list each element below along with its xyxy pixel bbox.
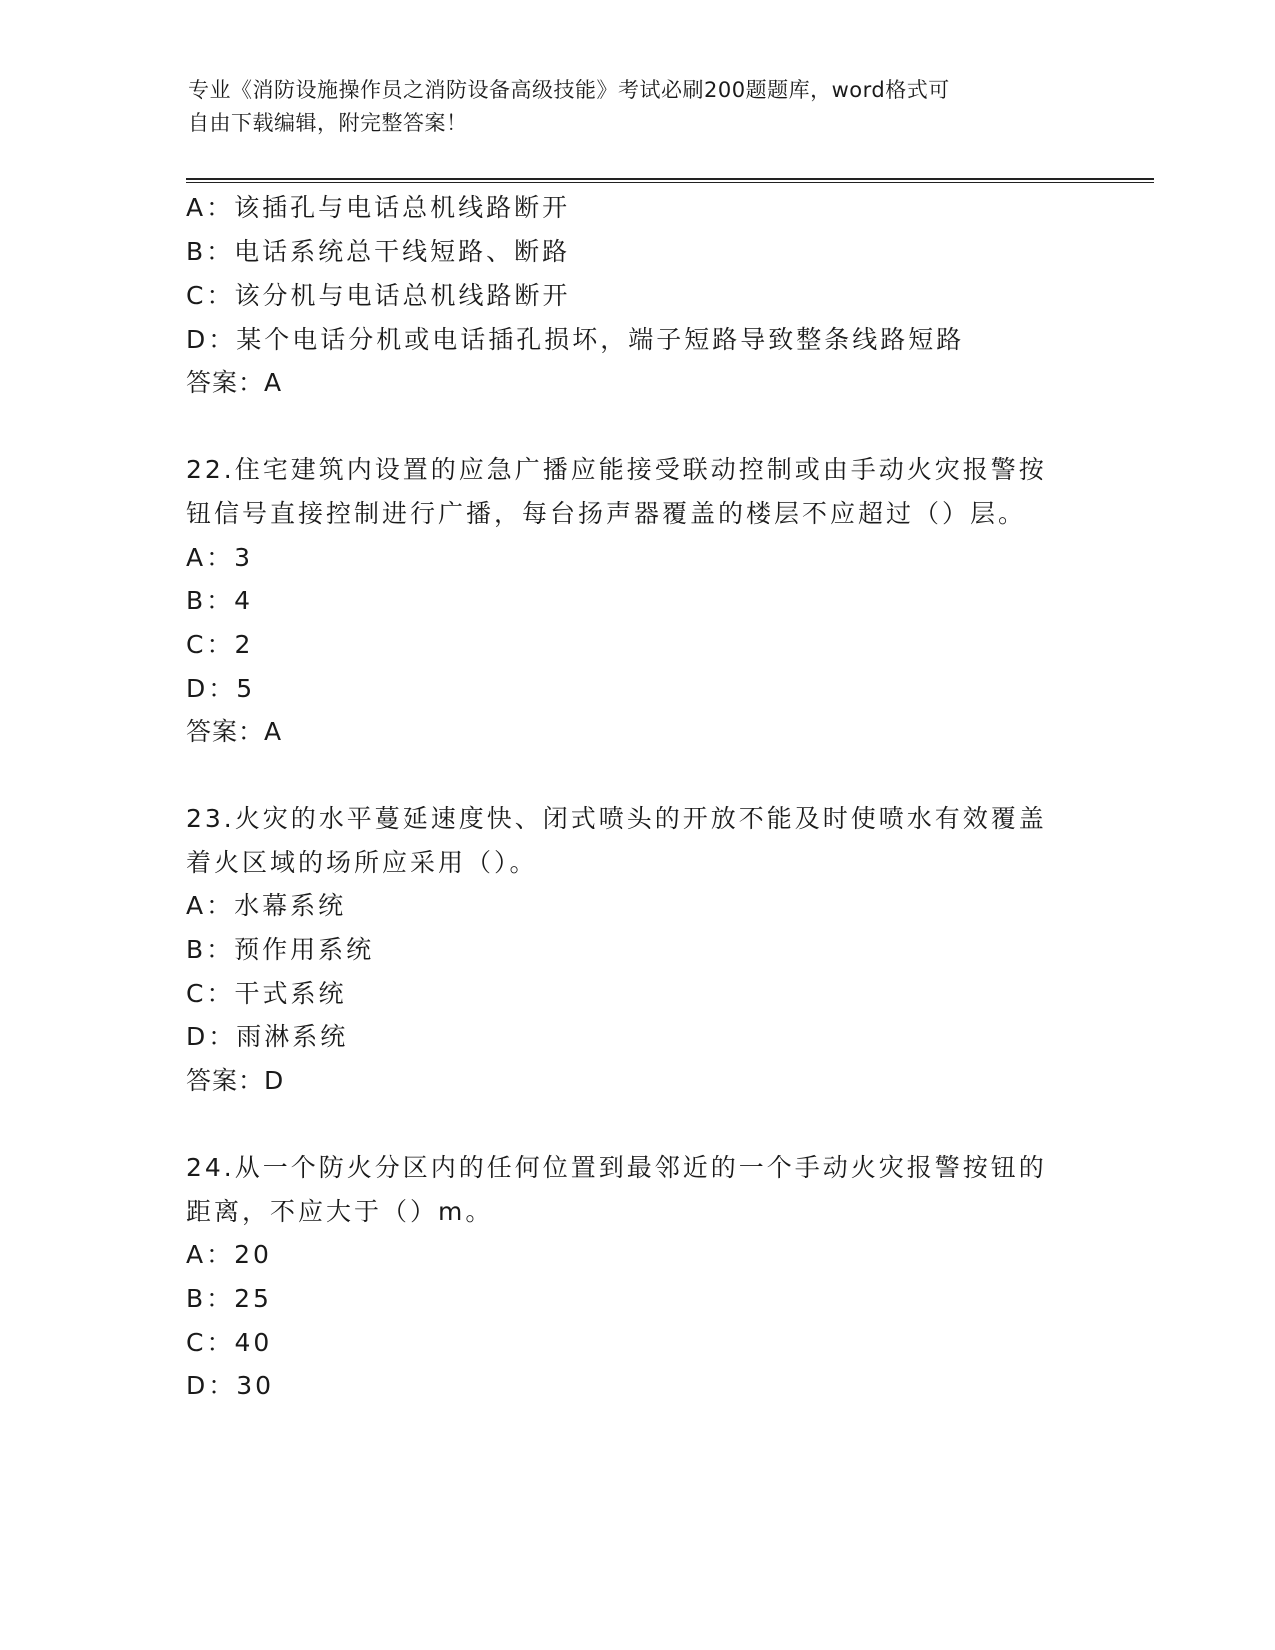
q23-option-d: D：雨淋系统 — [186, 1022, 349, 1051]
header-line-1: 专业《消防设施操作员之消防设备高级技能》考试必刷200题题库，word格式可 — [188, 78, 950, 102]
q24-stem-line-1: 24.从一个防火分区内的任何位置到最邻近的一个手动火灾报警按钮的 — [186, 1153, 1047, 1182]
q21-option-a: A：该插孔与电话总机线路断开 — [186, 193, 571, 222]
q23-option-b: B：预作用系统 — [186, 935, 375, 964]
q21-answer: 答案：A — [186, 368, 283, 397]
q24-option-b: B：25 — [186, 1284, 272, 1313]
q22-stem-line-2: 钮信号直接控制进行广播，每台扬声器覆盖的楼层不应超过（）层。 — [186, 499, 1027, 528]
q23-option-a: A：水幕系统 — [186, 891, 347, 920]
q22-stem-line-1: 22.住宅建筑内设置的应急广播应能接受联动控制或由手动火灾报警按 — [186, 455, 1047, 484]
q23-answer: 答案：D — [186, 1066, 285, 1095]
q23-option-c: C：干式系统 — [186, 979, 347, 1008]
header-rule-thin — [186, 182, 1154, 183]
q23-stem-line-2: 着火区域的场所应采用（）。 — [186, 848, 538, 877]
q23-stem-line-1: 23.火灾的水平蔓延速度快、闭式喷头的开放不能及时使喷水有效覆盖 — [186, 804, 1047, 833]
q21-option-b: B：电话系统总干线短路、断路 — [186, 237, 571, 266]
q24-stem-line-2: 距离，不应大于（）m。 — [186, 1197, 494, 1226]
q22-option-d: D：5 — [186, 674, 256, 703]
q24-option-c: C：40 — [186, 1328, 273, 1357]
q24-option-d: D：30 — [186, 1371, 275, 1400]
q22-option-a: A：3 — [186, 543, 254, 572]
header-line-2: 自由下载编辑，附完整答案！ — [188, 111, 468, 135]
q21-option-c: C：该分机与电话总机线路断开 — [186, 281, 571, 310]
q22-option-b: B：4 — [186, 586, 254, 615]
q22-option-c: C：2 — [186, 630, 254, 659]
q24-option-a: A：20 — [186, 1240, 272, 1269]
header-rule-thick — [186, 178, 1154, 180]
q22-answer: 答案：A — [186, 717, 283, 746]
document-header — [188, 74, 1088, 140]
q21-option-d: D：某个电话分机或电话插孔损坏，端子短路导致整条线路短路 — [186, 325, 965, 354]
